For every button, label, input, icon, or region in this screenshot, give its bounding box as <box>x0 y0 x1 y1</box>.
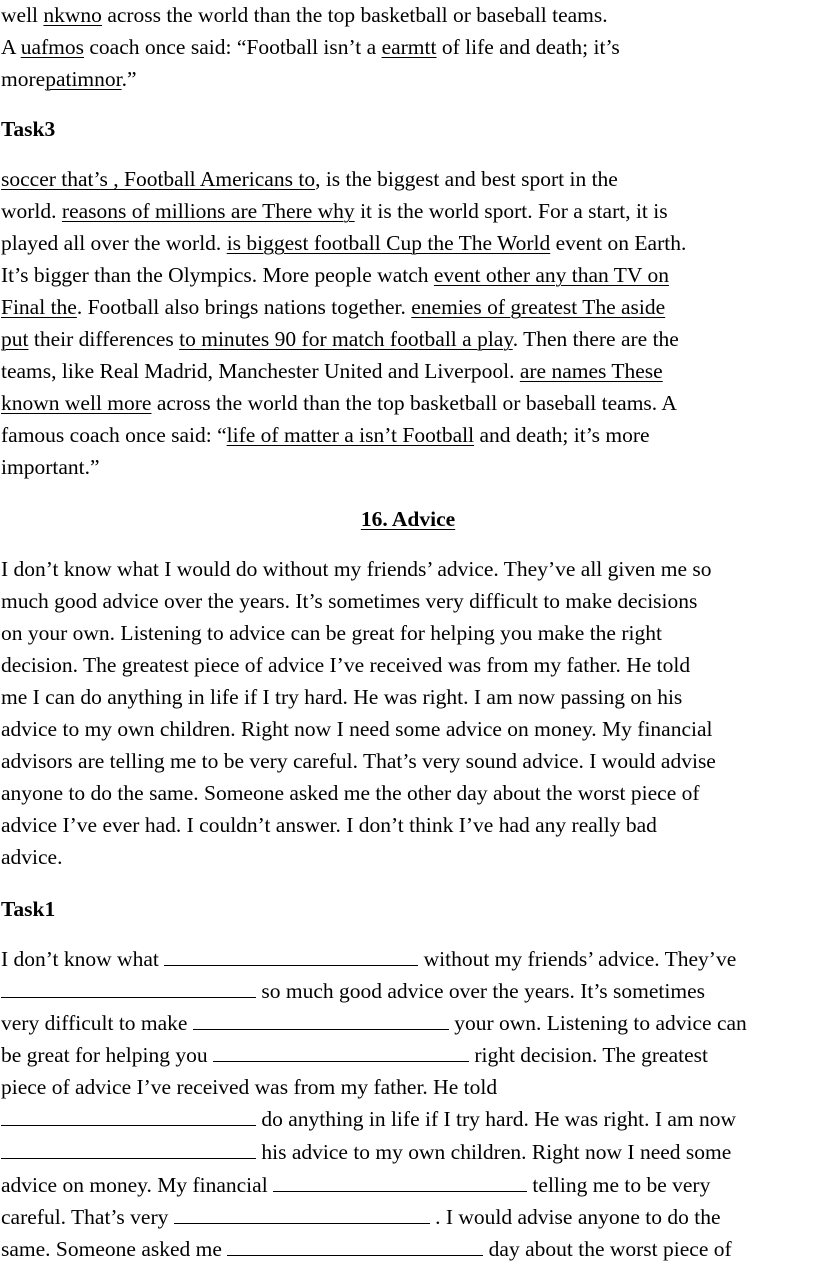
task1-line-6: do anything in life if I try hard. He was right. I am now <box>1 1104 736 1134</box>
answer-blank[interactable] <box>174 1222 430 1224</box>
advice-line-5: me I can do anything in life if I try hard. He was right. I am now passing on his <box>1 685 683 709</box>
advice-line-10: advice. <box>1 845 63 869</box>
task3-line-5: Final the. Football also brings nations together. enemies of greatest The aside <box>1 295 666 319</box>
intro-line-2: A uafmos coach once said: “Football isn’t a earmtt of life and death; it’s <box>1 35 620 59</box>
task3-line-3: played all over the world. is biggest football Cup the The World event on Earth. <box>1 231 687 255</box>
advice-line-9: advice I’ve ever had. I couldn’t answer. I don’t think I’ve had any really bad <box>1 813 657 837</box>
answer-blank[interactable] <box>1 1157 256 1159</box>
answer-blank[interactable] <box>1 1124 256 1126</box>
advice-line-2: much good advice over the years. It’s sometimes very difficult to make decisions <box>1 589 698 613</box>
advice-line-8: anyone to do the same. Someone asked me the other day about the worst piece of <box>1 781 700 805</box>
intro-line-1: well nkwno across the world than the top basketball or baseball teams. <box>1 3 608 27</box>
task1-line-5: piece of advice I’ve received was from my father. He told <box>1 1075 498 1099</box>
intro-line-3: morepatimnor.” <box>1 67 137 91</box>
task1-line-10: same. Someone asked me day about the worst piece of <box>1 1237 732 1261</box>
task3-line-7: teams, like Real Madrid, Manchester United and Liverpool. are names These <box>1 359 663 383</box>
task3-line-2: world. reasons of millions are There why it is the world sport. For a start, it is <box>1 199 668 223</box>
task1-line-2: so much good advice over the years. It’s sometimes <box>1 976 705 1006</box>
answer-blank[interactable] <box>227 1254 483 1256</box>
task1-heading: Task1 <box>1 897 56 921</box>
task1-line-7: his advice to my own children. Right now I need some <box>1 1137 731 1167</box>
task3-line-6: put their differences to minutes 90 for match football a play. Then there are the <box>1 327 679 351</box>
task3-line-1: soccer that’s , Football Americans to, is the biggest and best sport in the <box>1 167 618 191</box>
answer-blank[interactable] <box>273 1190 527 1192</box>
task1-line-4: be great for helping you right decision. The greatest <box>1 1043 708 1067</box>
task3-line-9: famous coach once said: “life of matter a isn’t Football and death; it’s more <box>1 423 650 447</box>
advice-line-6: advice to my own children. Right now I need some advice on money. My financial <box>1 717 713 741</box>
answer-blank[interactable] <box>164 964 418 966</box>
task3-heading: Task3 <box>1 117 56 141</box>
task1-line-9: careful. That’s very . I would advise anyone to do the <box>1 1205 721 1229</box>
answer-blank[interactable] <box>193 1028 449 1030</box>
advice-line-1: I don’t know what I would do without my friends’ advice. They’ve all given me so <box>1 557 712 581</box>
task3-line-8: known well more across the world than the top basketball or baseball teams. A <box>1 391 677 415</box>
advice-line-3: on your own. Listening to advice can be great for helping you make the right <box>1 621 662 645</box>
task3-line-10: important.” <box>1 455 100 479</box>
advice-line-4: decision. The greatest piece of advice I’ve received was from my father. He told <box>1 653 691 677</box>
section-title: 16. Advice <box>360 507 456 531</box>
advice-line-7: advisors are telling me to be very careful. That’s very sound advice. I would advise <box>1 749 716 773</box>
answer-blank[interactable] <box>1 996 256 998</box>
task1-line-3: very difficult to make your own. Listening to advice can <box>1 1011 747 1035</box>
task1-line-8: advice on money. My financial telling me to be very <box>1 1173 711 1197</box>
task1-line-1: I don’t know what without my friends’ advice. They’ve <box>1 947 737 971</box>
answer-blank[interactable] <box>213 1060 469 1062</box>
task3-line-4: It’s bigger than the Olympics. More people watch event other any than TV on <box>1 263 669 287</box>
